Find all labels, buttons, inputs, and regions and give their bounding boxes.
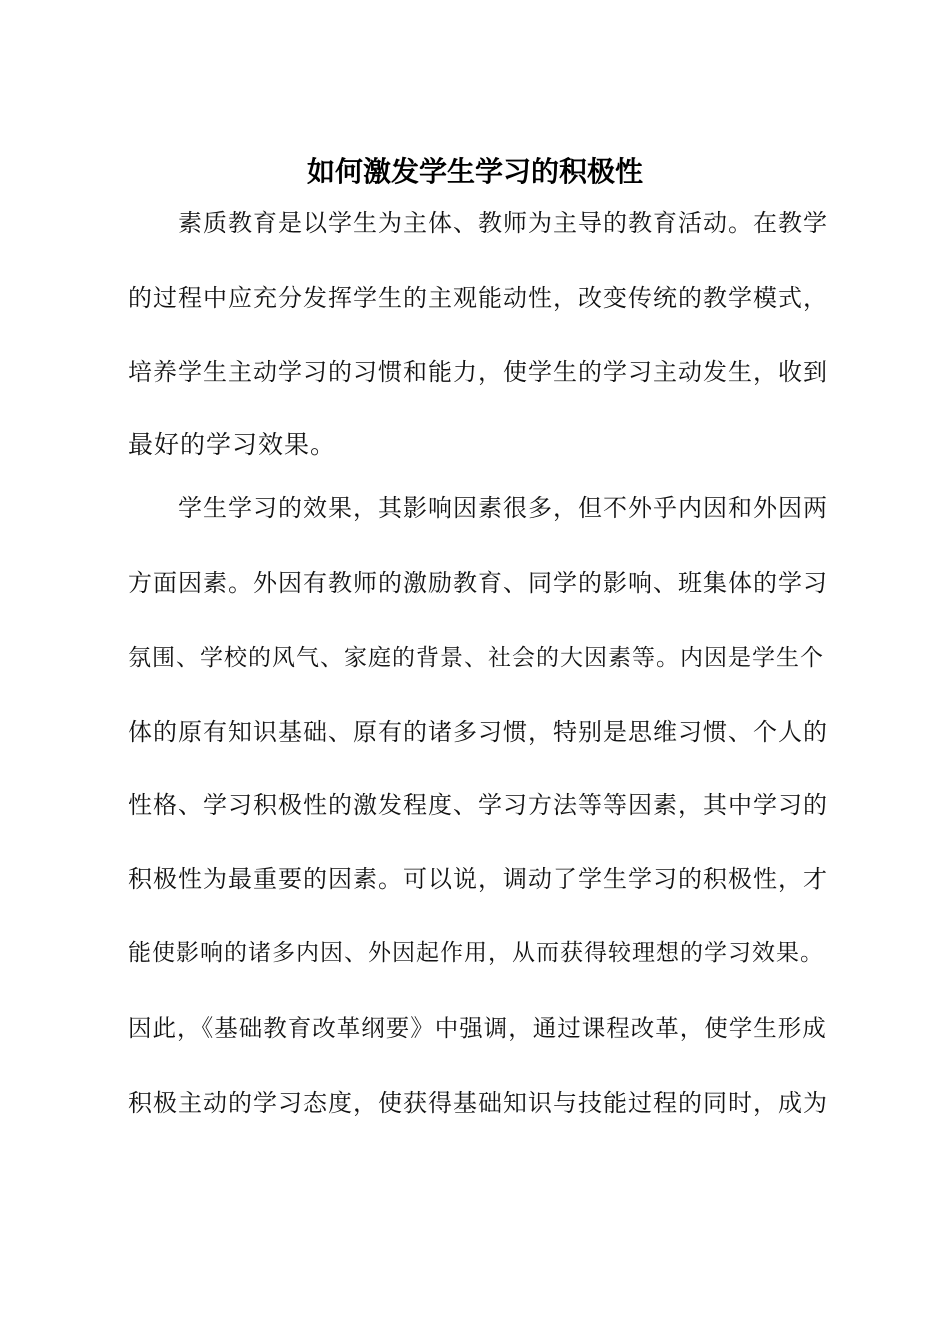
paragraph-line: 因此，《基础教育改革纲要》中强调，通过课程改革，使学生形成 — [128, 1014, 827, 1042]
paragraph-line: 积极主动的学习态度，使获得基础知识与技能过程的同时，成为 — [128, 1089, 828, 1117]
paragraph-line: 方面因素。外因有教师的激励教育、同学的影响、班集体的学习 — [128, 569, 828, 597]
paragraph-line: 培养学生主动学习的习惯和能力，使学生的学习主动发生，收到 — [128, 358, 828, 386]
paragraph-line: 的过程中应充分发挥学生的主观能动性，改变传统的教学模式， — [128, 284, 828, 312]
paragraph-line: 体的原有知识基础、原有的诸多习惯，特别是思维习惯、个人的 — [128, 718, 828, 746]
document-title: 如何激发学生学习的积极性 — [306, 155, 643, 188]
paragraph-line: 氛围、学校的风气、家庭的背景、社会的大因素等。内因是学生个 — [128, 645, 824, 671]
paragraph-line: 性格、学习积极性的激发程度、学习方法等等因素，其中学习的 — [128, 791, 828, 819]
paragraph-line: 学生学习的效果，其影响因素很多，但不外乎内因和外因两 — [178, 494, 828, 522]
paragraph-line: 能使影响的诸多内因、外因起作用，从而获得较理想的学习效果。 — [128, 940, 824, 966]
paragraph-line: 积极性为最重要的因素。可以说，调动了学生学习的积极性，才 — [128, 865, 828, 893]
paragraph-line: 素质教育是以学生为主体、教师为主导的教育活动。在教学 — [178, 209, 828, 237]
paragraph-line: 最好的学习效果。 — [128, 430, 337, 459]
